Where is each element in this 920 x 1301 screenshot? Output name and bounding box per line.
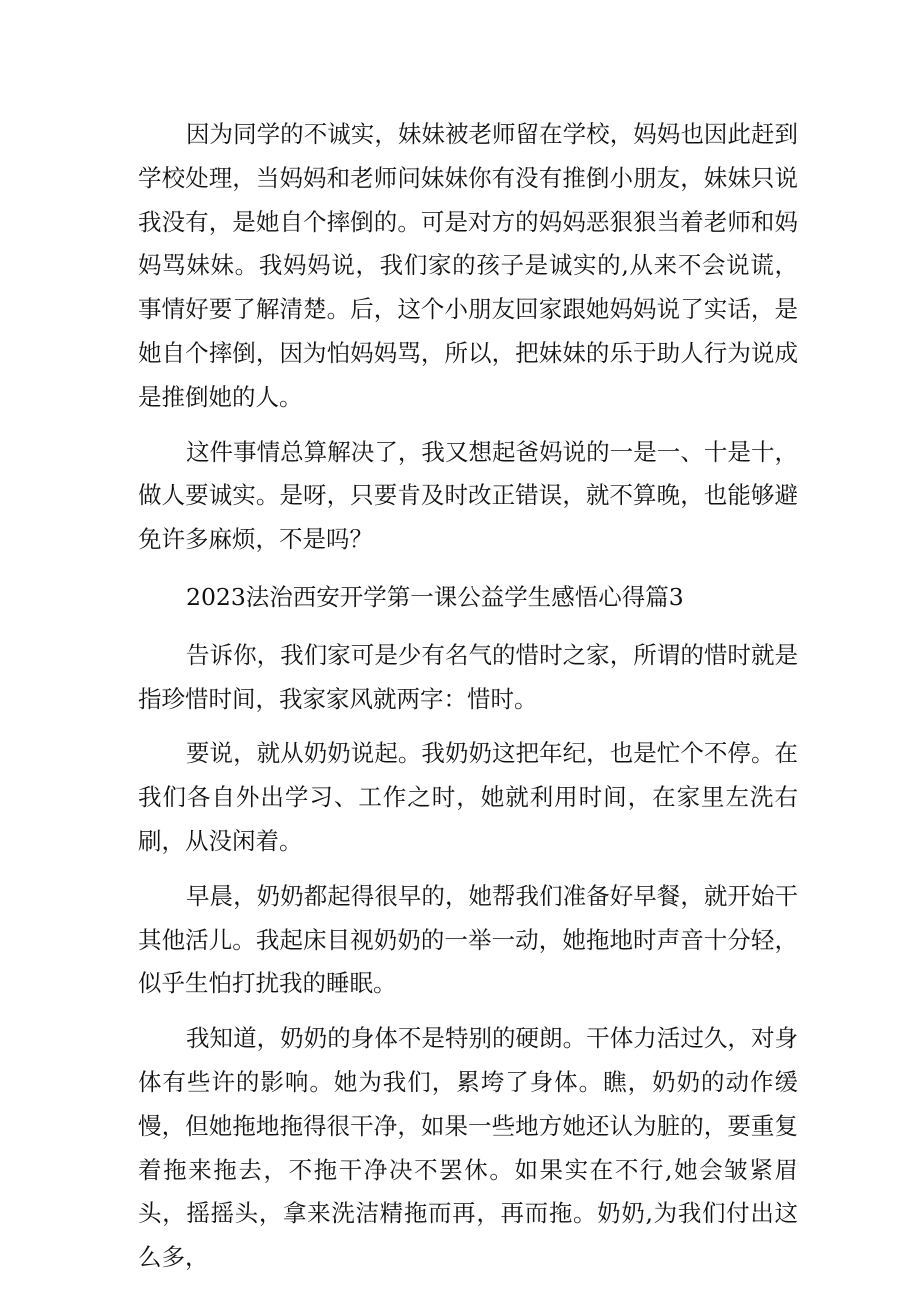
section-heading: 2023法治西安开学第一课公益学生感悟心得篇3 xyxy=(186,582,684,611)
paragraph-2: 这件事情总算解决了，我又想起爸妈说的一是一、十是十，做人要诚实。是呀，只要肯及时改正错误，就不算晚，也能够避免许多麻烦，不是吗？ xyxy=(138,437,798,554)
paragraph-1: 因为同学的不诚实，妹妹被老师留在学校，妈妈也因此赶到学校处理，当妈妈和老师问妹妹你有没有推倒小朋友，妹妹只说我没有，是她自个摔倒的。可是对方的妈妈恶狠狠当着老师和妈妈骂妹妹。我妈妈说，我们家的孩子是诚实的,从来不会说谎，事情好要了解清楚。后，这个小朋友回家跟她妈妈说了实话，是她自个摔倒，因为怕妈妈骂，所以，把妹妹的乐于助人行为说成是推倒她的人。 xyxy=(138,120,798,411)
paragraph-5: 早晨，奶奶都起得很早的，她帮我们准备好早餐，就开始干其他活儿。我起床目视奶奶的一举一动，她拖地时声音十分轻，似乎生怕打扰我的睡眠。 xyxy=(138,881,798,998)
document-body xyxy=(138,113,798,1280)
paragraph-3: 告诉你，我们家可是少有名气的惜时之家，所谓的惜时就是指珍惜时间，我家家风就两字：惜时。 xyxy=(138,640,798,713)
paragraph-6: 我知道，奶奶的身体不是特别的硬朗。干体力活过久，对身体有些许的影响。她为我们，累垮了身体。瞧，奶奶的动作缓慢，但她拖地拖得很干净，如果一些地方她还认为脏的，要重复着拖来拖去，不拖干净决不罢休。如果实在不行,她会皱紧眉头，摇摇头，拿来洗洁精拖而再，再而拖。奶奶,为我们付出这么多， xyxy=(138,1024,798,1272)
paragraph-4: 要说，就从奶奶说起。我奶奶这把年纪，也是忙个不停。在我们各自外出学习、工作之时，她就利用时间，在家里左洗右刷，从没闲着。 xyxy=(138,739,798,855)
